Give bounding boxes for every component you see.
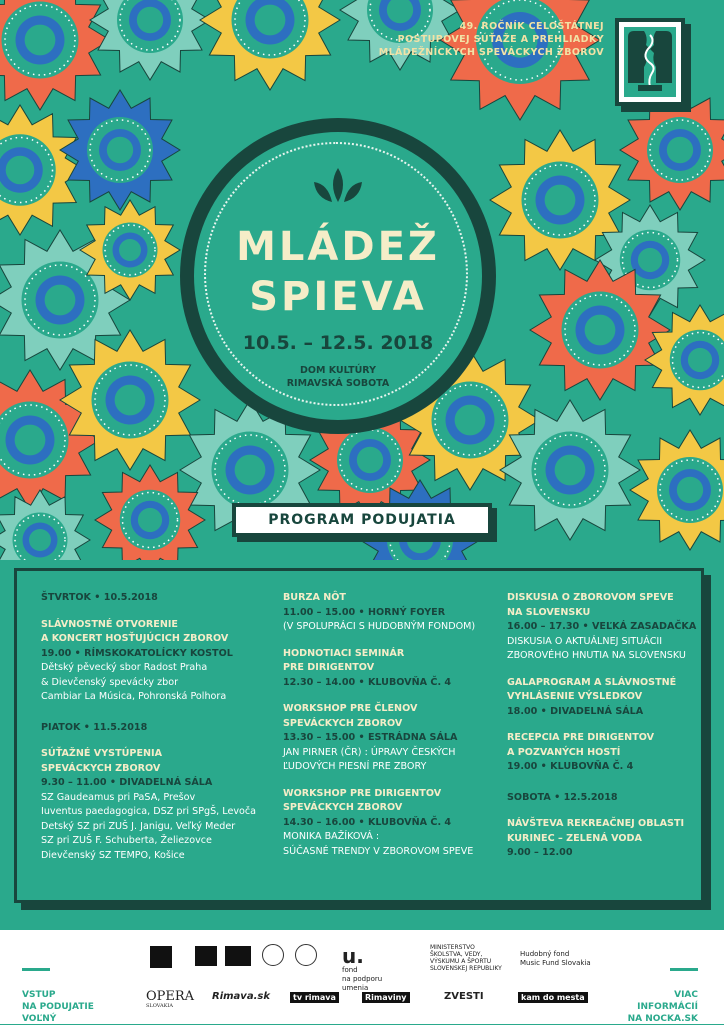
event-title: SPEVÁCKYCH ZBOROV <box>283 717 493 732</box>
sponsor-opera-slovakia <box>146 990 194 1009</box>
event-title: DISKUSIA O ZBOROVOM SPEVE <box>507 591 702 606</box>
event-detail: Dievčenský SZ TEMPO, Košice <box>41 849 276 864</box>
event-time: 19.00 • KLUBOVŇA Č. 4 <box>507 760 702 775</box>
event-detail: SÚČASNÉ TRENDY V ZBOROVOM SPEVE <box>283 845 493 860</box>
event-detail: ĽUDOVÝCH PIESNÍ PRE ZBORY <box>283 760 493 775</box>
coat-of-arms-icon <box>262 944 284 968</box>
program-banner: PROGRAM PODUJATIA <box>232 503 492 537</box>
more-info-note <box>628 968 698 1025</box>
event-title: RECEPCIA PRE DIRIGENTOV <box>507 731 702 746</box>
event-time: 11.00 – 15.00 • HORNÝ FOYER <box>283 606 493 621</box>
sponsor-text: Hudobný fond <box>520 950 591 959</box>
schedule-column-2 <box>283 591 493 859</box>
sponsor-text: MINISTERSTVO <box>430 944 502 951</box>
sponsor-tv-rimava <box>290 992 339 1003</box>
venue <box>194 364 482 390</box>
free-entry-note <box>22 968 94 1025</box>
event-detail: Cambiar La Música, Pohronská Polhora <box>41 690 276 705</box>
event-title: SPEVÁCKYCH ZBOROV <box>41 762 276 777</box>
event-title: BURZA NÔT <box>283 591 493 606</box>
sponsor-kam-do-mesta <box>518 992 588 1003</box>
event-title: A KONCERT HOSŤUJÚCICH ZBOROV <box>41 632 276 647</box>
event-title: NÁVŠTEVA REKREAČNEJ OBLASTI <box>507 817 702 832</box>
sponsor-text: na podporu <box>342 975 382 984</box>
free-entry-line-1: VSTUP <box>22 989 94 1001</box>
event-title: SÚŤAŽNÉ VYSTÚPENIA <box>41 747 276 762</box>
free-entry-line-3: VOĽNÝ <box>22 1013 94 1025</box>
sponsor-text: Rimaviny <box>362 992 410 1003</box>
more-info-line-1: VIAC <box>628 989 698 1001</box>
event-detail: JAN PIRNER (ČR) : ÚPRAVY ČESKÝCH <box>283 746 493 761</box>
sponsor-text: umenia <box>342 984 382 993</box>
day-heading-saturday: SOBOTA • 12.5.2018 <box>507 791 702 806</box>
sponsor-text: kam do mesta <box>518 992 588 1003</box>
schedule-panel <box>14 568 704 903</box>
free-entry-line-2: NA PODUJATIE <box>22 1001 94 1013</box>
sponsor-zvesti: ZVESTI <box>444 992 484 1001</box>
festival-line-1: 49. ROČNÍK CELOŠTÁTNEJ <box>379 20 604 33</box>
event-time: 13.30 – 15.00 • ESTRÁDNA SÁLA <box>283 731 493 746</box>
event-title: PRE DIRIGENTOV <box>283 661 493 676</box>
event-title: KURINEC – ZELENÁ VODA <box>507 832 702 847</box>
sponsor-text: VÝSKUMU A ŠPORTU <box>430 958 502 965</box>
sponsor-logo-nks <box>225 946 251 968</box>
sponsor-ministerstvo <box>430 944 502 972</box>
sponsor-text: tv rimava <box>290 992 339 1003</box>
more-info-line-3: NA NOCKA.SK <box>628 1013 698 1025</box>
event-time: 19.00 • RÍMSKOKATOLÍCKY KOSTOL <box>41 647 276 662</box>
event-title: VYHLÁSENIE VÝSLEDKOV <box>507 690 702 705</box>
event-title: HODNOTIACI SEMINÁR <box>283 647 493 662</box>
event-dates: 10.5. – 12.5. 2018 <box>194 332 482 354</box>
event-time: 9.00 – 12.00 <box>507 846 702 861</box>
event-detail: SZ Gaudeamus pri PaSA, Prešov <box>41 791 276 806</box>
event-title: GALAPROGRAM A SLÁVNOSTNÉ <box>507 676 702 691</box>
leaf-ornament-icon <box>308 166 368 206</box>
sponsor-logo-1 <box>150 946 172 970</box>
event-title: WORKSHOP PRE DIRIGENTOV <box>283 787 493 802</box>
event-detail: Dětský pěvecký sbor Radost Praha <box>41 661 276 676</box>
event-detail: ZBOROVÉHO HNUTIA NA SLOVENSKU <box>507 649 702 664</box>
event-detail: Iuventus paedagogica, DSZ pri SPgŠ, Levoča <box>41 805 276 820</box>
sponsor-text: SLOVAKIA <box>146 1003 194 1009</box>
two-faces-treble-clef-icon <box>624 27 676 97</box>
event-title: SLÁVNOSTNÉ OTVORENIE <box>41 618 276 633</box>
day-heading-thursday: ŠTVRTOK • 10.5.2018 <box>41 591 276 606</box>
more-info-line-2: INFORMÁCIÍ <box>628 1001 698 1013</box>
sponsor-text: fond <box>342 946 382 975</box>
sponsor-logo-2 <box>195 946 217 968</box>
footer <box>0 930 724 1024</box>
sponsor-rimava-sk: Rimava.sk <box>212 992 270 1001</box>
event-detail: (V SPOLUPRÁCI S HUDOBNÝM FONDOM) <box>283 620 493 635</box>
venue-line-1: DOM KULTÚRY <box>194 364 482 377</box>
sponsor-hudobny-fond <box>520 950 591 968</box>
event-detail: MONIKA BAŽÍKOVÁ : <box>283 830 493 845</box>
event-time: 12.30 – 14.00 • KLUBOVŇA Č. 4 <box>283 676 493 691</box>
festival-line-3: MLÁDEŽNÍCKYCH SPEVÁCKYCH ZBOROV <box>379 46 604 59</box>
title-line-1: MLÁDEŽ <box>194 224 482 270</box>
sponsor-text: SLOVENSKEJ REPUBLIKY <box>430 965 502 972</box>
title-medallion-inner <box>194 132 482 420</box>
event-time: 16.00 – 17.30 • VEĽKÁ ZASADAČKA <box>507 620 702 635</box>
festival-subtitle <box>379 20 604 59</box>
schedule-column-1 <box>41 591 276 863</box>
event-detail: DISKUSIA O AKTUÁLNEJ SITUÁCII <box>507 635 702 650</box>
day-heading-friday: PIATOK • 11.5.2018 <box>41 721 276 736</box>
festival-line-2: POSTUPOVEJ SÚŤAŽE A PREHLIADKY <box>379 33 604 46</box>
sponsor-text: ŠKOLSTVA, VEDY, <box>430 951 502 958</box>
sponsor-seal-icon <box>295 944 317 968</box>
schedule-column-3 <box>507 591 702 861</box>
venue-line-2: RIMAVSKÁ SOBOTA <box>194 377 482 390</box>
event-detail: & Dievčenský spevácky zbor <box>41 676 276 691</box>
sponsor-rimaviny <box>362 992 410 1003</box>
event-title: NA SLOVENSKU <box>507 606 702 621</box>
event-time: 18.00 • DIVADELNÁ SÁLA <box>507 705 702 720</box>
title-medallion <box>180 118 496 434</box>
sponsor-text: OPERA <box>146 990 194 1003</box>
event-detail: Detský SZ pri ZUŠ J. Janigu, Veľký Meder <box>41 820 276 835</box>
event-title: A POZVANÝCH HOSTÍ <box>507 746 702 761</box>
sponsor-text: Music Fund Slovakia <box>520 959 591 968</box>
event-title: WORKSHOP PRE ČLENOV <box>283 702 493 717</box>
title-line-2: SPIEVA <box>194 274 482 320</box>
event-time: 9.30 – 11.00 • DIVADELNÁ SÁLA <box>41 776 276 791</box>
event-time: 14.30 – 16.00 • KLUBOVŇA Č. 4 <box>283 816 493 831</box>
event-detail: SZ pri ZUŠ F. Schuberta, Želiezovce <box>41 834 276 849</box>
sponsor-fond-na-podporu-umenia: u. fond na podporu umenia <box>342 946 382 993</box>
festival-logo <box>615 18 685 106</box>
event-title: SPEVÁCKYCH ZBOROV <box>283 801 493 816</box>
